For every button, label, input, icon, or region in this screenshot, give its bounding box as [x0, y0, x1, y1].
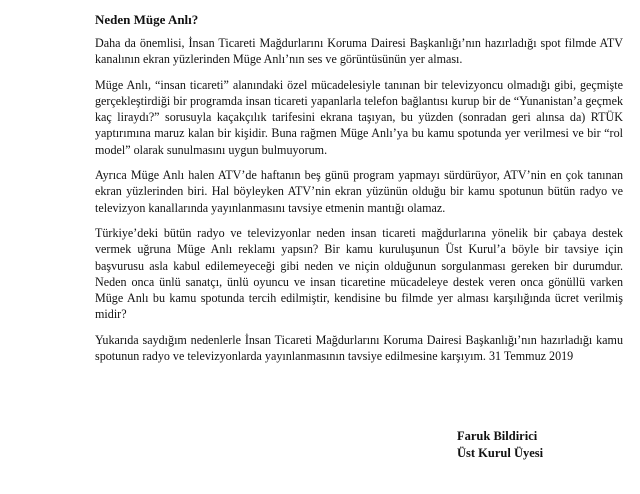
document-body	[95, 12, 623, 373]
paragraph-2: Müge Anlı, “insan ticareti” alanındaki özel mücadelesiyle tanınan bir televizyoncu olmadığı gibi, geçmişte gerçekleştirdiği bir programda insan ticareti yapanlarla telefon bağlantısı kurup bir de “Yunanistan’a geçmek kaç liraydı?” sorusuyla kaçakçılık tarifesini ekrana taşıyan, bu yüzden (sonradan geri alınsa da) RTÜK yaptırımına maruz kalan bir kişidir. Buna rağmen Müge Anlı’ya bu kamu spotunda yer verilmesi ve bir “rol model” olarak sunulmasını uygun bulmuyorum.	[95, 77, 623, 157]
signer-title: Üst Kurul Üyesi	[457, 446, 544, 460]
signature-block	[457, 428, 543, 462]
paragraph-5: Yukarıda saydığım nedenlerle İnsan Ticareti Mağdurlarını Koruma Dairesi Başkanlığı’nın hazırladığı kamu spotunun radyo ve televizyonlarda yayınlanmasının tavsiye edilmesine karşıyım. 31 Temmuz 2019	[95, 332, 623, 364]
paragraph-3: Ayrıca Müge Anlı halen ATV’de haftanın beş günü program yapmayı sürdürüyor, ATV’nin en çok tanınan ekran yüzlerinden biri. Hal böyleyken ATV’nin ekran yüzünün olduğu bir kamu spotunun bütün radyo ve televizyon kanallarında yayınlanmasını tavsiye etmenin mantığı olamaz.	[95, 168, 623, 215]
paragraph-4: Türkiye’deki bütün radyo ve televizyonlar neden insan ticareti mağdurlarına yönelik bir çabaya destek vermek uğruna Müge Anlı reklamı yapsın? Bir kamu kuruluşunun Üst Kurul’a böyle bir tavsiye için başvurusu asla kabul edilemeyeceği gibi neden ve niçin olduğunun sorgulanması gereken bir durumdur. Neden onca ünlü sanatçı, ünlü oyuncu ve insan ticaretine mücadeleye destek veren onca gönüllü varken Müge Anlı bu kamu spotunda tercih edilmiştir, kendisine bu filmde yer alması karşılığında ücret verilmiş midir?	[95, 225, 623, 322]
signer-name: Faruk Bildirici	[457, 429, 538, 443]
paragraph-1: Daha da önemlisi, İnsan Ticareti Mağdurlarını Koruma Dairesi Başkanlığı’nın hazırladığı spot filmde ATV kanalının ekran yüzlerinden Müge Anlı’nın ses ve görüntüsünün yer alması.	[95, 36, 623, 67]
section-heading: Neden Müge Anlı?	[95, 12, 199, 27]
